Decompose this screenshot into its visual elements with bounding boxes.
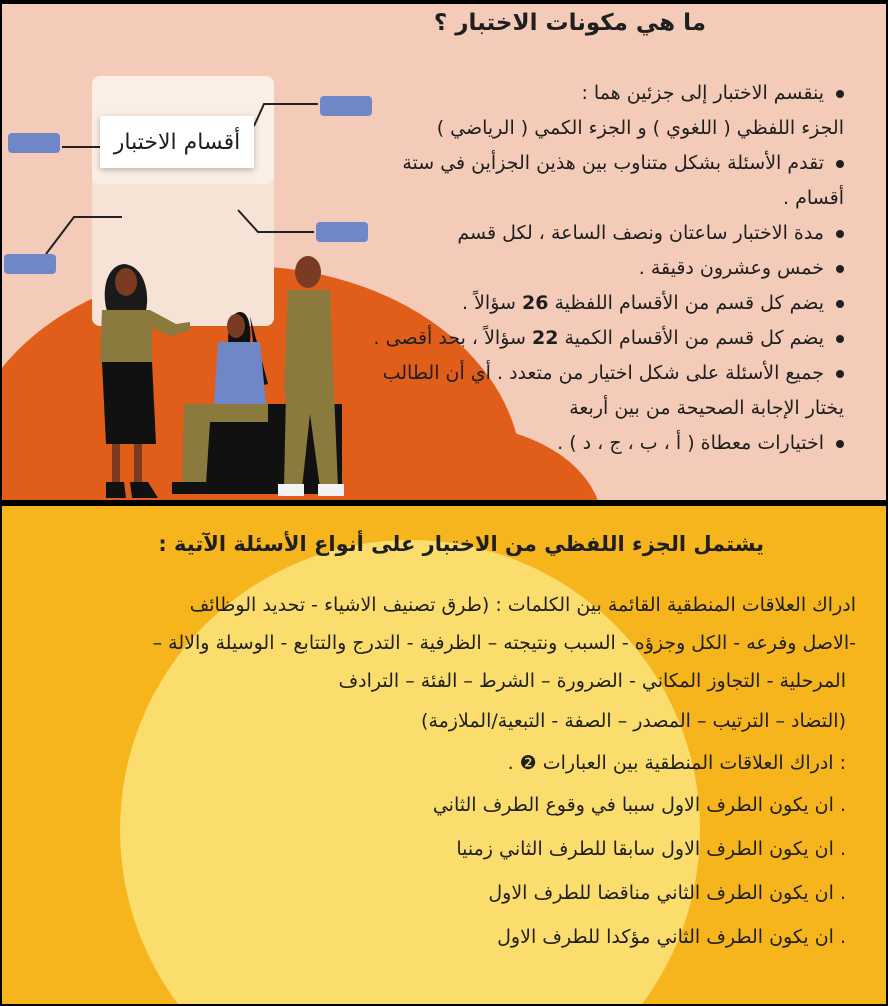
text-line: -الاصل وفرعه - الكل وجزؤه - السبب ونتيجته – الظرفية - التدرج والتتابع - الوسيلة والالة – xyxy=(152,632,856,654)
section-title: ما هي مكونات الاختبار ؟ xyxy=(433,10,706,36)
question-count: 22 xyxy=(531,327,559,349)
list-item: . ان يكون الطرف الاول سابقا للطرف الثاني زمنيا xyxy=(456,838,846,860)
list-item: . ان يكون الطرف الاول سببا في وقوع الطرف الثاني xyxy=(432,794,846,816)
list-item: . ان يكون الطرف الثاني مناقضا للطرف الاول xyxy=(488,882,846,904)
text-line: (التضاد – الترتيب – المصدر – الصفة - التبعية/الملازمة) xyxy=(421,710,846,732)
question-count: 26 xyxy=(521,292,549,314)
bullet-item: تقدم الأسئلة بشكل متناوب بين هذين الجزأين في ستة xyxy=(324,146,844,181)
section-title: يشتمل الجزء اللفظي من الاختبار على أنواع الأسئلة الآتية : xyxy=(158,532,764,556)
text-line: : ادراك العلاقات المنطقية بين العبارات ❷ . xyxy=(507,752,846,774)
bullet-text: سؤالاً ، بحد أقصى . xyxy=(373,327,532,349)
standing-woman-figure xyxy=(100,264,190,498)
bullet-item: ينقسم الاختبار إلى جزئين هما : xyxy=(324,76,844,111)
tag-pill-bottom-left xyxy=(4,254,56,274)
bullet-text: يضم كل قسم من الأقسام الكمية xyxy=(558,327,824,349)
verbal-question-types-panel xyxy=(2,506,886,1004)
bullet-item-quant-count xyxy=(324,321,844,356)
list-item: . ان يكون الطرف الثاني مؤكدا للطرف الاول xyxy=(497,926,846,948)
bullet-item-verbal-count xyxy=(324,286,844,321)
bullet-item: اختيارات معطاة ( أ ، ب ، ج ، د ) . xyxy=(324,426,844,461)
text-line: المرحلية - التجاوز المكاني - الضرورة – الشرط – الفئة – الترادف xyxy=(338,670,846,692)
bullet-continuation: الجزء اللفظي ( اللغوي ) و الجزء الكمي ( الرياضي ) xyxy=(436,117,844,139)
test-sections-label: أقسام الاختبار xyxy=(100,116,254,168)
text-line: ادراك العلاقات المنطقية القائمة بين الكلمات : (طرق تصنيف الاشياء - تحديد الوظائف xyxy=(189,594,856,616)
tag-pill-left xyxy=(8,133,60,153)
bullet-continuation: يختار الإجابة الصحيحة من بين أربعة xyxy=(569,397,844,419)
bullet-item: جميع الأسئلة على شكل اختيار من متعدد . أي أن الطالب xyxy=(324,356,844,391)
test-components-panel xyxy=(2,4,886,500)
components-bullet-list xyxy=(324,76,844,461)
bullet-text: سؤالاً . xyxy=(462,292,522,314)
bullet-continuation: أقسام . xyxy=(783,187,844,209)
bullet-item: خمس وعشرون دقيقة . xyxy=(324,251,844,286)
bullet-text: يضم كل قسم من الأقسام اللفظية xyxy=(548,292,824,314)
bullet-item: مدة الاختبار ساعتان ونصف الساعة ، لكل قسم xyxy=(324,216,844,251)
